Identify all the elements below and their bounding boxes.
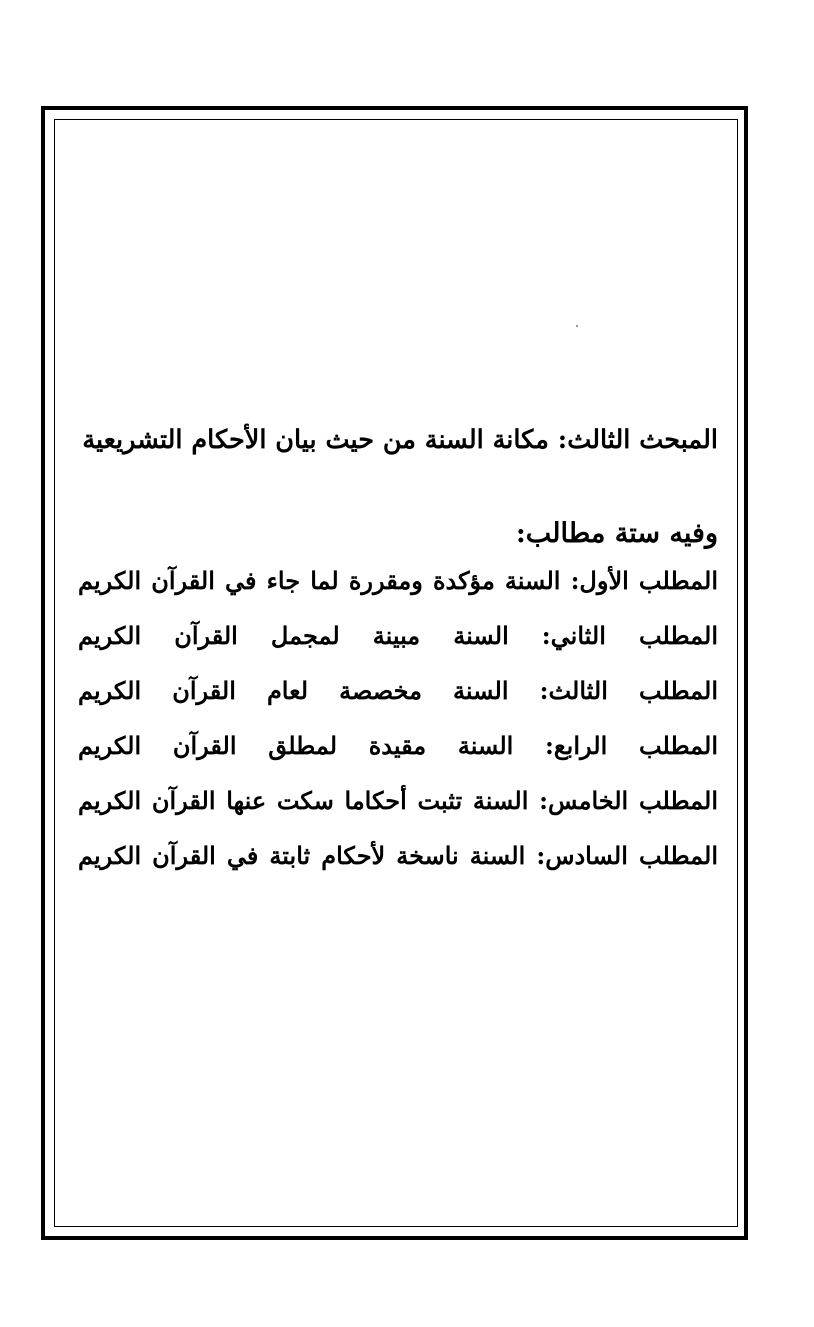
section-heading: المبحث الثالث: مكانة السنة من حيث بيان الأحكام التشريعية [82, 425, 718, 455]
subsection-item-3: المطلب الثالث: السنة مخصصة لعام القرآن الكريم [78, 676, 718, 705]
subsection-item-4: المطلب الرابع: السنة مقيدة لمطلق القرآن الكريم [78, 731, 718, 760]
subsection-item-5: المطلب الخامس: السنة تثبت أحكاما سكت عنها القرآن الكريم [78, 786, 718, 815]
subsection-item-6: المطلب السادس: السنة ناسخة لأحكام ثابتة في القرآن الكريم [78, 841, 718, 870]
stray-dot [576, 325, 578, 327]
subsection-list [78, 563, 718, 873]
subsection-item-2: المطلب الثاني: السنة مبينة لمجمل القرآن الكريم [78, 621, 718, 650]
subsection-item-1: المطلب الأول: السنة مؤكدة ومقررة لما جاء في القرآن الكريم [78, 566, 718, 595]
page-content [78, 420, 718, 893]
section-intro: وفيه ستة مطالب: [515, 518, 718, 549]
